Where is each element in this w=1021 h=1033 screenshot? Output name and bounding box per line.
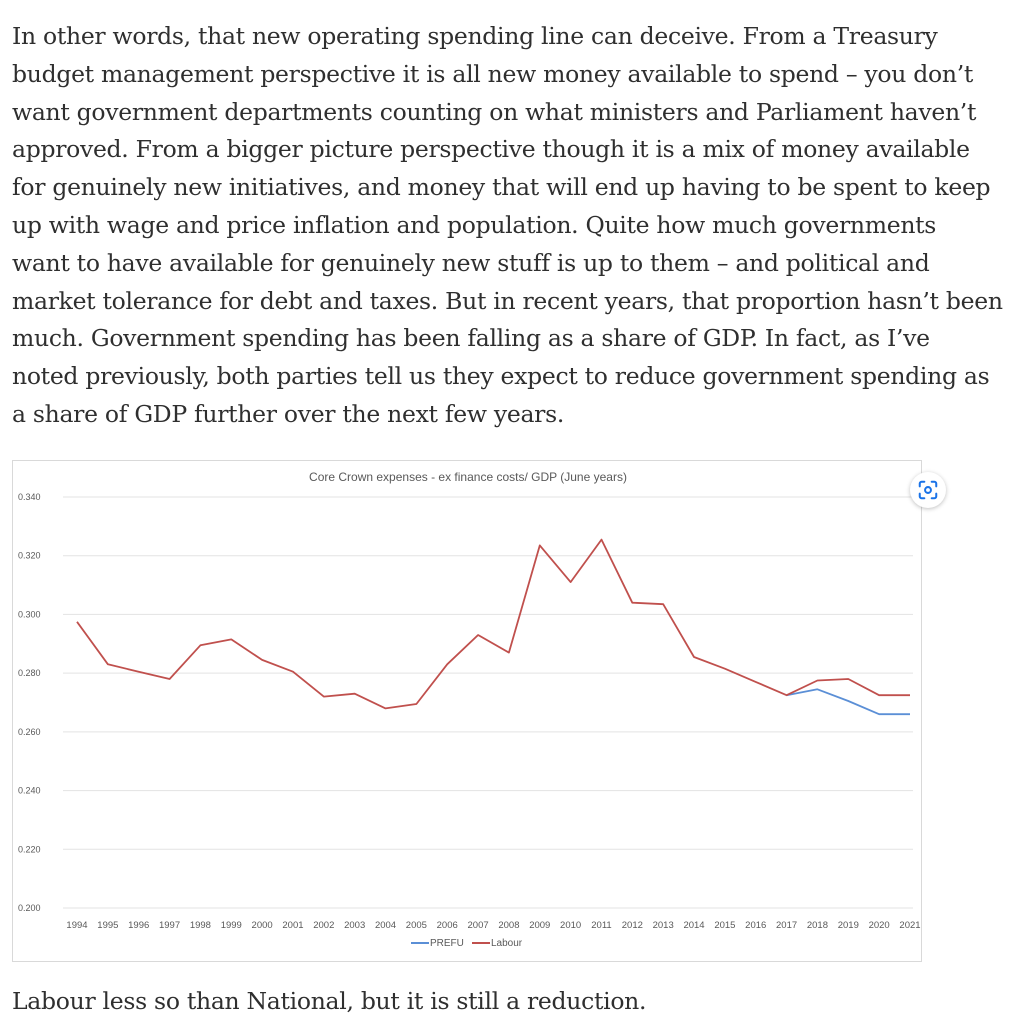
x-tick-label: 2006 [436,920,458,931]
paragraph-line: a share of GDP further over the next few years. [12,399,565,428]
x-tick-label: 2018 [806,920,829,931]
paragraph-line: want to have available for genuinely new stuff is up to them – and political and [12,248,930,277]
x-tick-label: 2004 [374,920,397,931]
x-tick-label: 2020 [868,920,890,931]
x-tick-label: 2001 [282,920,304,931]
x-tick-label: 2021 [899,920,921,931]
y-tick-label: 0.260 [18,726,41,737]
chart-image [12,460,922,962]
paragraph-line: In other words, that new operating spending line can deceive. From a Treasury [12,22,938,50]
x-tick-label: 2010 [560,920,582,931]
y-tick-label: 0.300 [18,609,41,620]
x-tick-label: 2009 [529,920,551,931]
legend-label: PREFU [430,938,464,949]
line-chart [13,461,921,961]
y-tick-label: 0.220 [18,844,41,855]
x-tick-label: 1998 [189,920,211,931]
chart-title: Core Crown expenses - ex finance costs/ GDP (June years) [309,470,627,484]
paragraph-line: approved. From a bigger picture perspective though it is a mix of money available [12,135,970,164]
paragraph-line: want government departments counting on what ministers and Parliament haven’t [12,97,977,126]
x-tick-label: 2008 [498,920,520,931]
x-tick-label: 2017 [776,920,798,931]
x-tick-label: 2003 [344,920,366,931]
x-tick-label: 1999 [220,920,242,931]
x-tick-label: 2012 [621,920,643,931]
x-tick-label: 2000 [251,920,273,931]
series-line-labour [77,540,910,709]
y-tick-label: 0.240 [18,785,41,796]
paragraph-line: much. Government spending has been falling as a share of GDP. In fact, as I’ve [12,324,930,353]
y-tick-label: 0.280 [18,668,41,679]
x-tick-label: 1995 [97,920,119,931]
x-tick-label: 1994 [66,920,88,931]
y-tick-label: 0.200 [18,903,41,913]
paragraph-line: budget management perspective it is all new money available to spend – you don’t [12,59,974,88]
article-paragraph [12,18,1003,434]
x-tick-label: 2002 [313,920,335,931]
x-tick-label: 2019 [837,920,859,931]
x-tick-label: 2014 [683,920,705,931]
y-tick-label: 0.340 [18,492,41,502]
x-tick-label: 2007 [467,920,489,931]
y-tick-label: 0.320 [18,550,41,561]
closing-paragraph: Labour less so than National, but it is still a reduction. [12,987,647,1015]
paragraph-line: up with wage and price inflation and population. Quite how much governments [12,210,937,239]
x-tick-label: 2005 [405,920,427,931]
paragraph-line: market tolerance for debt and taxes. But in recent years, that proportion hasn’t been [12,286,1003,315]
x-tick-label: 2011 [591,920,612,931]
x-tick-label: 1996 [128,920,150,931]
paragraph-line: for genuinely new initiatives, and money that will end up having to be spent to keep [12,173,991,202]
x-tick-label: 2016 [745,920,767,931]
x-tick-label: 2013 [652,920,674,931]
image-search-button[interactable] [910,472,946,508]
google-lens-icon [917,479,939,501]
series-line-prefu [787,689,910,714]
legend-label: Labour [491,938,523,949]
x-tick-label: 1997 [158,920,181,931]
paragraph-line: noted previously, both parties tell us they expect to reduce government spending as [12,362,990,391]
x-tick-label: 2015 [714,920,736,931]
